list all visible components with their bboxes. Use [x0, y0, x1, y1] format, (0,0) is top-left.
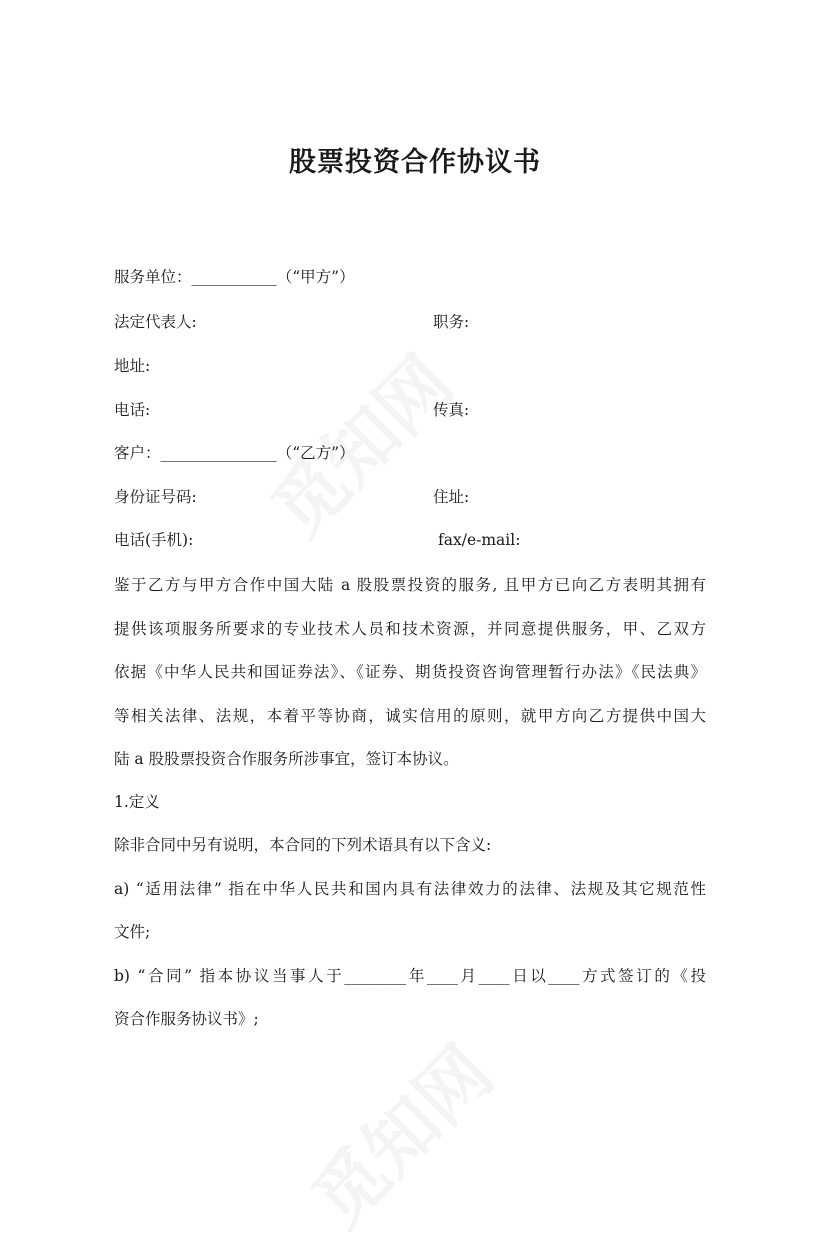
legal-rep-label: 法定代表人: [114, 313, 197, 331]
preamble-line: 陆 a 股股票投资合作服务所涉事宜，签订本协议。 [114, 750, 459, 768]
document-title: 股票投资合作协议书 [289, 147, 541, 178]
definition-b: b) “合同” 指本协议当事人于________年____月____日以____方式签订的《投 [114, 967, 706, 985]
fax-label: 传真: [433, 401, 470, 419]
id-number-label: 身份证号码: [114, 488, 197, 506]
residence-label: 住址: [433, 488, 470, 506]
definition-b-cont: 资合作服务协议书》; [114, 1010, 259, 1028]
fax-email-label: fax/e-mail: [438, 531, 521, 549]
definition-a-cont: 文件; [114, 923, 151, 941]
service-unit-field: 服务单位：___________（“甲方”） [114, 268, 355, 286]
definition-a: a) “适用法律” 指在中华人民共和国内具有法律效力的法律、法规及其它规范性 [114, 880, 706, 898]
section-intro: 除非合同中另有说明，本合同的下列术语具有以下含义: [114, 836, 492, 854]
phone-label: 电话: [114, 401, 151, 419]
preamble-line: 提供该项服务所要求的专业技术人员和技术资源，并同意提供服务，甲、乙双方 [114, 620, 706, 638]
preamble-line: 鉴于乙方与甲方合作中国大陆 a 股股票投资的服务, 且甲方已向乙方表明其拥有 [114, 576, 706, 594]
address-label: 地址: [114, 357, 151, 375]
position-label: 职务: [433, 313, 470, 331]
watermark [285, 1019, 511, 1245]
preamble-line: 依据《中华人民共和国证券法》、《证券、期货投资咨询管理暂行办法》《民法典》 [114, 663, 706, 681]
watermark [245, 329, 471, 555]
mobile-label: 电话(手机): [114, 531, 194, 549]
client-field: 客户：_______________（“乙方”） [114, 444, 355, 462]
preamble-line: 等相关法律、法规，本着平等协商，诚实信用的原则，就甲方向乙方提供中国大 [114, 707, 706, 725]
section-heading: 1.定义 [114, 793, 160, 811]
